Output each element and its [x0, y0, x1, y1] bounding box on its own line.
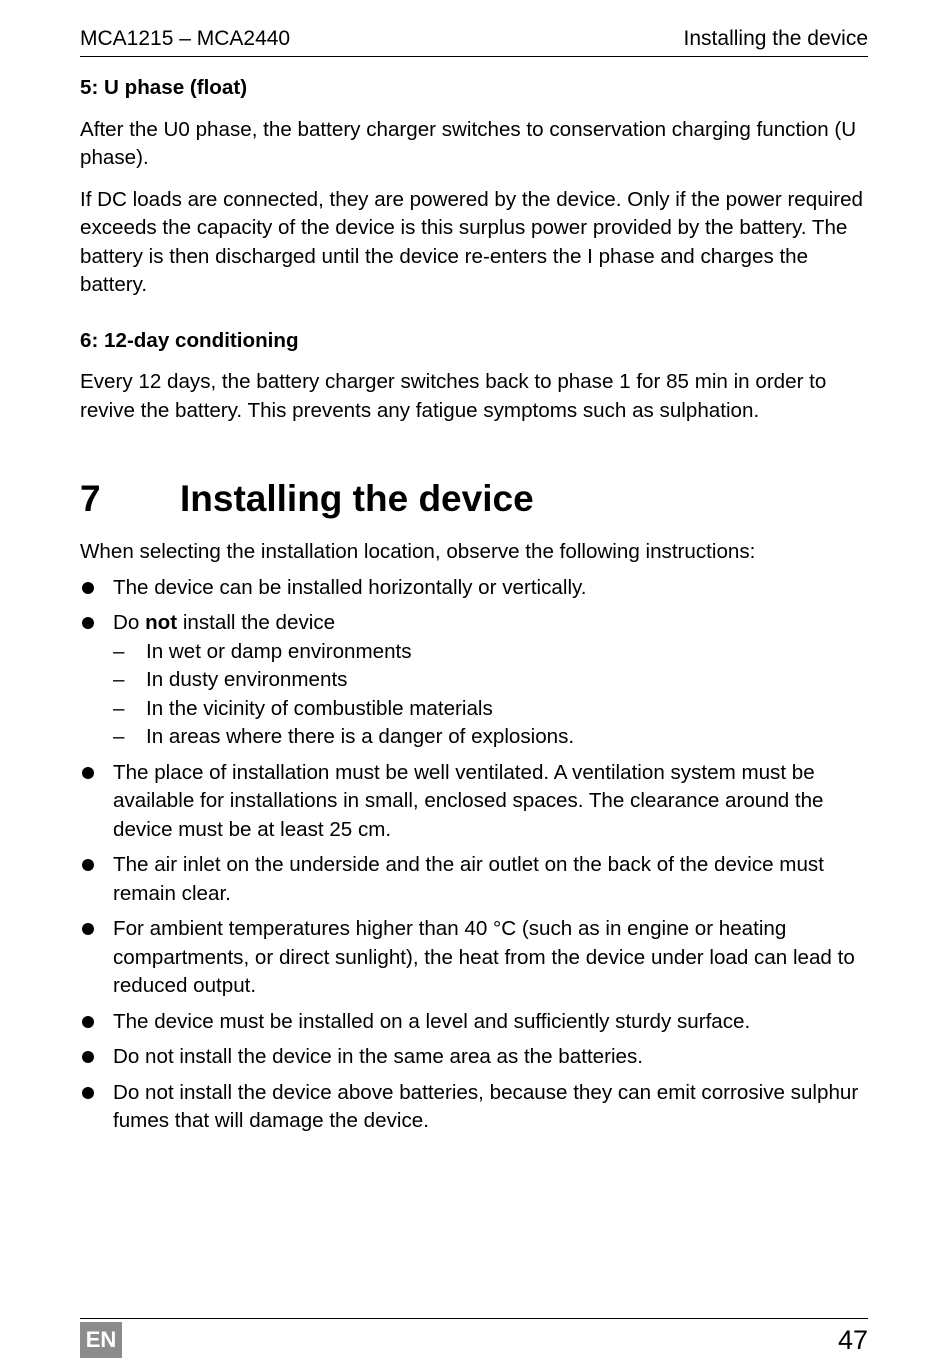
list-item-text: For ambient temperatures higher than 40 °C (such as in engine or heating compartments, or direct sunlight), the heat from the device under load can lead to reduced output. — [113, 917, 855, 997]
bullet-icon — [82, 859, 94, 871]
list-item — [80, 759, 868, 845]
dash-icon: – — [113, 696, 125, 720]
dash-icon: – — [113, 725, 125, 748]
list-item-text: Do not install the device in the same area as the batteries. — [113, 1045, 644, 1068]
list-item — [80, 609, 868, 752]
manual-page — [80, 0, 868, 1362]
bullet-icon — [82, 1016, 94, 1028]
section5-heading: 5: U phase (float) — [80, 76, 248, 99]
bullet-icon — [82, 582, 94, 594]
list-item-emphasis: not — [145, 611, 178, 634]
sub-list-item-text: In wet or damp environments — [146, 639, 412, 663]
sub-list-item — [113, 695, 868, 724]
page-content — [80, 74, 868, 1143]
sub-list — [113, 638, 868, 752]
list-item-text: The place of installation must be well ventilated. A ventilation system must be available for installations in small, enclosed spaces. The clearance around the device must be at least 25 cm. — [113, 760, 824, 841]
page-number: 47 — [837, 1325, 868, 1355]
list-item-prefix: Do — [113, 611, 146, 634]
chapter-title: Installing the device — [180, 478, 534, 519]
bullet-icon — [82, 1087, 94, 1099]
sub-list-item-text: In the vicinity of combustible materials — [146, 696, 493, 720]
section5-paragraph-2: If DC loads are connected, they are powered by the device. Only if the power required exceeds the capacity of the device is this surplus power provided by the battery. The battery is then discharged until the device re-enters the I phase and charges the battery. — [80, 187, 863, 296]
sub-list-item — [113, 723, 868, 752]
list-item — [80, 1043, 868, 1072]
page-header — [80, 26, 868, 57]
dash-icon: – — [113, 639, 125, 663]
sub-list-item-text: In dusty environments — [146, 668, 348, 691]
footer-divider — [80, 1318, 868, 1319]
list-item — [80, 915, 868, 1001]
bullet-icon — [82, 1051, 94, 1063]
chapter-number: 7 — [80, 478, 101, 519]
chapter-heading — [80, 477, 868, 521]
language-tab: EN — [80, 1322, 122, 1358]
bullet-icon — [82, 767, 94, 779]
instruction-list — [80, 574, 868, 1136]
chapter-intro: When selecting the installation location, observe the following instructions: — [80, 540, 756, 563]
list-item — [80, 851, 868, 908]
list-item-text: The device can be installed horizontally or vertically. — [113, 575, 587, 599]
section5-paragraph-1: After the U0 phase, the battery charger switches to conservation charging function (U phase). — [80, 117, 857, 169]
sub-list-item — [113, 666, 868, 695]
bullet-icon — [82, 617, 94, 629]
list-item-text: The air inlet on the underside and the air outlet on the back of the device must remain clear. — [113, 853, 824, 905]
bullet-icon — [82, 923, 94, 935]
list-item-text: The device must be installed on a level and sufficiently sturdy surface. — [113, 1009, 751, 1033]
section6-heading: 6: 12-day conditioning — [80, 328, 299, 352]
list-item — [80, 574, 868, 603]
list-item-text: Do not install the device above batteries, because they can emit corrosive sulphur fumes that will damage the device. — [113, 1080, 859, 1132]
header-model: MCA1215 – MCA2440 — [80, 27, 291, 50]
sub-list-item — [113, 638, 868, 667]
list-item — [80, 1079, 868, 1136]
list-item — [80, 1008, 868, 1037]
header-section-title: Installing the device — [683, 27, 868, 50]
sub-list-item-text: In areas where there is a danger of explosions. — [146, 725, 575, 748]
dash-icon: – — [113, 668, 125, 691]
list-item-suffix: install the device — [177, 611, 336, 634]
section6-paragraph-1: Every 12 days, the battery charger switches back to phase 1 for 85 min in order to revive the battery. This prevents any fatigue symptoms such as sulphation. — [80, 370, 827, 422]
